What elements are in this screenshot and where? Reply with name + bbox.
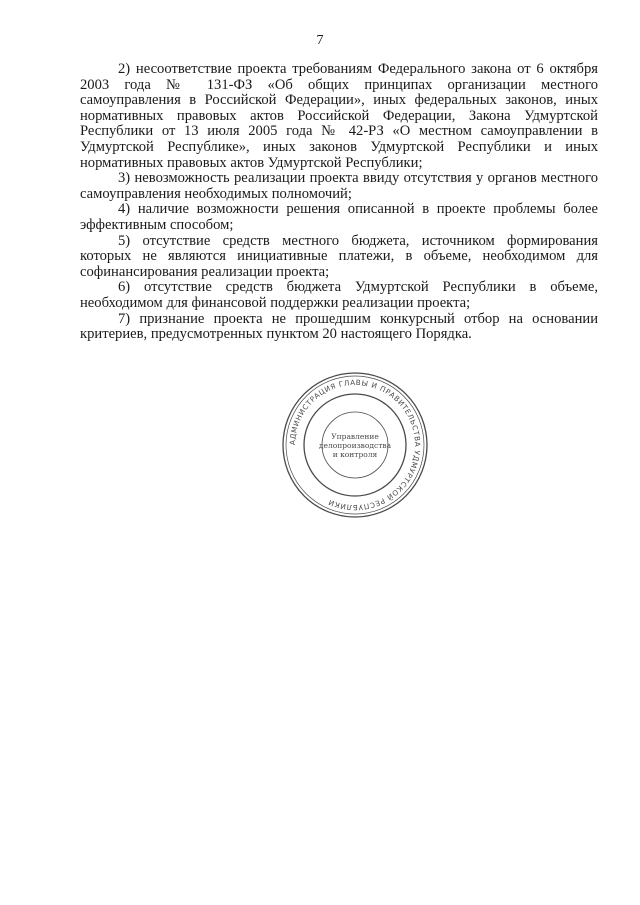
official-seal (280, 370, 430, 520)
seal-inner-line-3: и контроля (332, 450, 378, 459)
official-seal-graphic (280, 370, 430, 520)
paragraph-item-6: 6) отсутствие средств бюджета Удмуртской Республики в объеме, необходимом для финансовой поддержки реализации проекта; (80, 279, 598, 311)
page-number: 7 (316, 33, 324, 48)
seal-outer-text-path: АДМИНИСТРАЦИЯ ГЛАВЫ И ПРАВИТЕЛЬСТВА УДМУРТСКОЙ РЕСПУБЛИКИ (287, 377, 423, 513)
paragraph-item-4: 4) наличие возможности решения описанной в проекте проблемы более эффективным способом; (80, 201, 598, 233)
paragraph-item-2: 2) несоответствие проекта требованиям Федерального закона от 6 октября 2003 года № 131-ФЗ «Об общих принципах организации местного самоуправления в Российской Федерации», иных федеральных законов, иных нормативных правовых актов Российской Федерации, Закона Удмуртской Республики от 13 июля 2005 года № 42-РЗ «О местном самоуправлении в Удмуртской Республике», иных законов Удмуртской Республики и иных нормативных правовых актов Удмуртской Республики; (80, 61, 598, 171)
seal-inner-line-1: Управление (331, 432, 379, 441)
paragraph-item-7: 7) признание проекта не прошедшим конкурсный отбор на основании критериев, предусмотренных пунктом 20 настоящего Порядка. (80, 310, 598, 343)
paragraph-item-5: 5) отсутствие средств местного бюджета, источником формирования которых не являются инициативные платежи, в объеме, необходимом для софинансирования реализации проекта; (80, 232, 598, 280)
document-body (80, 62, 598, 343)
paragraph-item-3: 3) невозможность реализации проекта ввиду отсутствия у органов местного самоуправления необходимых полномочий; (80, 170, 598, 202)
seal-inner-line-2: делопроизводства (318, 441, 392, 450)
